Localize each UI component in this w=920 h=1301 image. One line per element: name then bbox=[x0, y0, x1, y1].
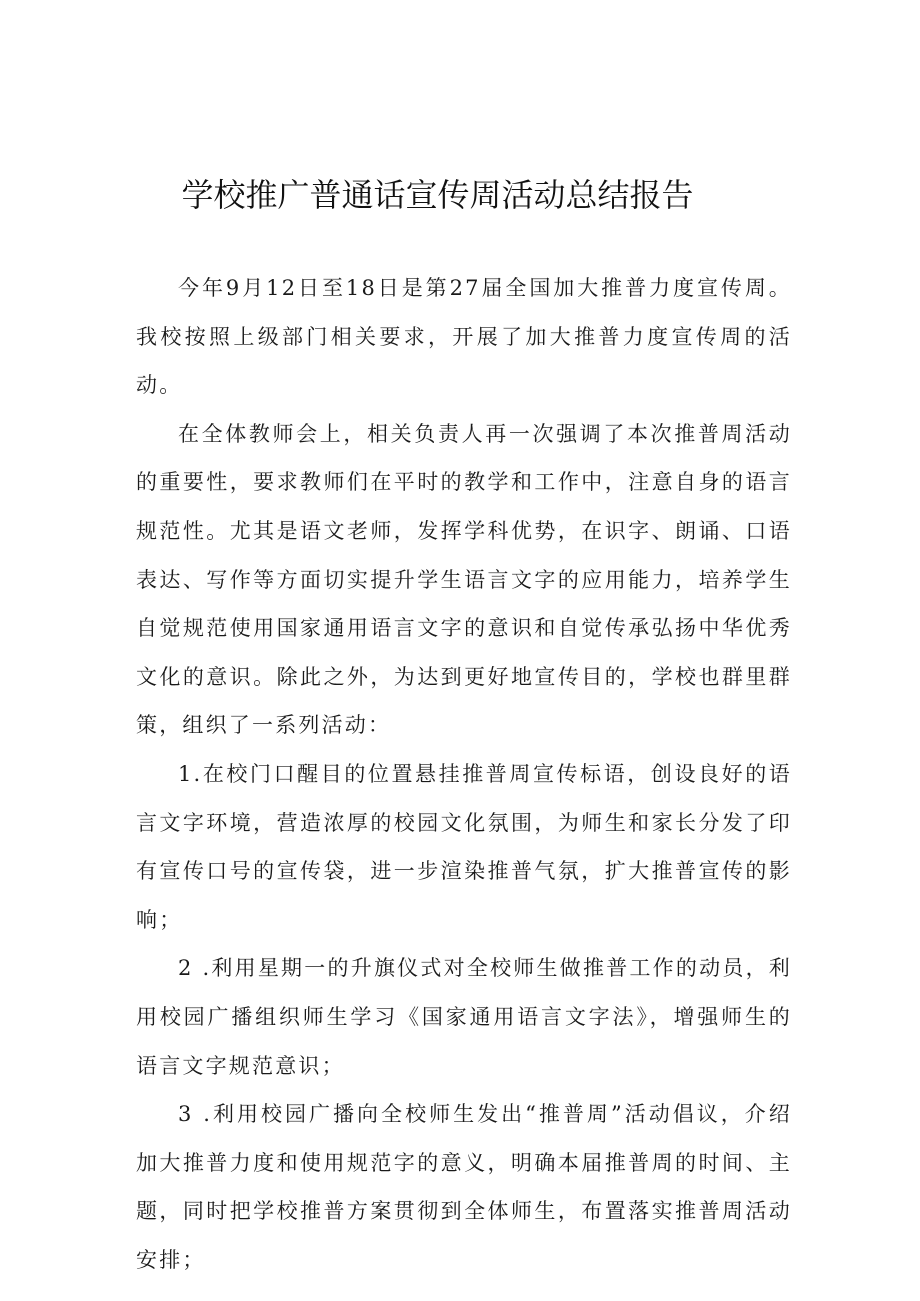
paragraph-teacher-meeting: 在全体教师会上，相关负责人再一次强调了本次推普周活动的重要性，要求教师们在平时的教学和工作中，注意自身的语言规范性。尤其是语文老师，发挥学科优势，在识字、朗诵、口语表达、写作等方面切实提升学生语言文字的应用能力，培养学生自觉规范使用国家通用语言文字的意识和自觉传承弘扬中华优秀文化的意识。除此之外，为达到更好地宣传目的，学校也群里群策，组织了一系列活动： bbox=[136, 421, 792, 738]
paragraph-activity-3: 3 .利用校园广播向全校师生发出“推普周”活动倡议，介绍加大推普力度和使用规范字的意义，明确本届推普周的时间、主题，同时把学校推普方案贯彻到全体师生，布置落实推普周活动安排； bbox=[136, 1102, 792, 1272]
document-title: 学校推广普通话宣传周活动总结报告 bbox=[181, 176, 694, 214]
document-body bbox=[136, 264, 792, 1284]
paragraph-activity-1: 1.在校门口醒目的位置悬挂推普周宣传标语，创设良好的语言文字环境，营造浓厚的校园文化氛围，为师生和家长分发了印有宣传口号的宣传袋，进一步渲染推普气氛，扩大推普宣传的影响； bbox=[136, 761, 792, 932]
paragraph-activity-2: 2 .利用星期一的升旗仪式对全校师生做推普工作的动员，利用校园广播组织师生学习《国家通用语言文字法》，增强师生的语言文字规范意识； bbox=[136, 956, 792, 1078]
paragraph-intro: 今年9月12日至18日是第27届全国加大推普力度宣传周。我校按照上级部门相关要求，开展了加大推普力度宣传周的活动。 bbox=[136, 276, 792, 398]
